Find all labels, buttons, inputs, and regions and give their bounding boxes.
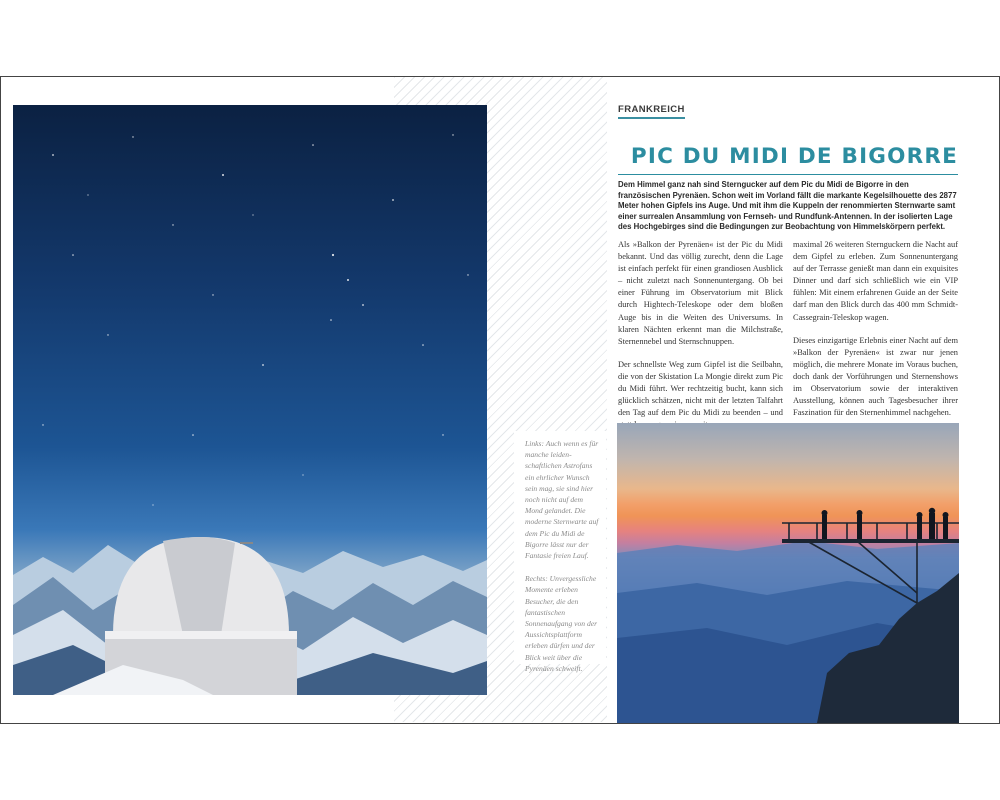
photo-caption <box>514 431 606 673</box>
observatory-photo <box>13 105 487 695</box>
title-divider <box>618 174 958 175</box>
text-column-1 <box>618 239 783 431</box>
caption-right: Rechts: Unvergessliche Momente erleben Besucher, die den fantastischen Sonnenaufgang von der Aussichtsplattform erleben dürfen und der Blick weit über die Pyrenäen schweift. <box>525 574 598 673</box>
column-paragraph: Der schnellste Weg zum Gipfel ist die Seilbahn, die von der Skistation La Mongie direkt zum Pic du Midi führt. Wer rechtzeitig bucht, kann sich glücklich schätzen, nicht mit der letzten Talfahrt den Tag auf dem Pic du Midi zu beenden – und <box>618 359 783 418</box>
magazine-spread <box>0 76 1000 724</box>
caption-left: Links: Auch wenn es für manche leidenschaftlichen Astrofans ein ehrlicher Wunsch sein mag, sie sind hier noch nicht auf dem Mond gelandet. Die moderne Sternwarte auf dem Pic du Midi de Bigorre lässt nur der Fantasie freien Lauf. <box>525 439 599 561</box>
column-paragraph: maximal 26 weiteren Sternguckern die Nacht auf dem Gipfel zu erleben. Zum Sonnenuntergang auf der Terrasse genießt man dann ein exquisites Dinner und darf sich schließlich wie ein VIP fühlen: Mit einem erfahrenen Guide an der Seite darf man den Blick durch das 400 mm Schmidt-Cassegrain-Teleskop wagen. <box>793 240 958 322</box>
text-column-2 <box>793 239 958 419</box>
column-paragraph: Dieses einzigartige Erlebnis einer Nacht auf dem »Balkon der Pyrenäen« ist zwar nur jenen möglich, die mehrere Monate im Voraus buchen, doch dank der Vorführungen und Sternenshows im Observatorium sowie der interaktiven Ausstellung, können auch Tagesbesucher ihrer Faszination für den Sternenhimmel nachgehen. <box>793 335 958 418</box>
section-kicker: FRANKREICH <box>618 104 685 119</box>
platform-photo <box>617 423 959 723</box>
article-title: PIC DU MIDI DE BIGORRE <box>630 144 958 169</box>
article-lead: Dem Himmel ganz nah sind Sterngucker auf dem Pic du Midi de Bigorre in den französischen Pyrenäen. Schon weit im Vorland fällt die markante Kegelsilhouette des 2877 Meter hohen Gipfels ins Auge. Und mit ihm die Kuppeln der renommierten Sternwarte samt einer surrealen Ansammlung von Fernseh- und Rundfunk-Antennen. In der isolierten Lage des Hochgebirges sind die Bedingungen zur Beobachtung von Himmelskörpern perfekt. <box>618 180 957 231</box>
column-paragraph: Als »Balkon der Pyrenäen« ist der Pic du Midi bekannt. Und das völlig zurecht, denn die Lage ist einfach perfekt für einen grandiosen Ausblick – nicht zuletzt nach Sonnenuntergang. Ob bei einer Führung im Observatorium mit Blick durch Hightech-Teleskope oder dem bloßen Auge bis in die Weiten des Universums. In klaren Nächten erkennt man die Milchstraße, Sternennebel und Sternschnuppen. <box>618 240 783 346</box>
